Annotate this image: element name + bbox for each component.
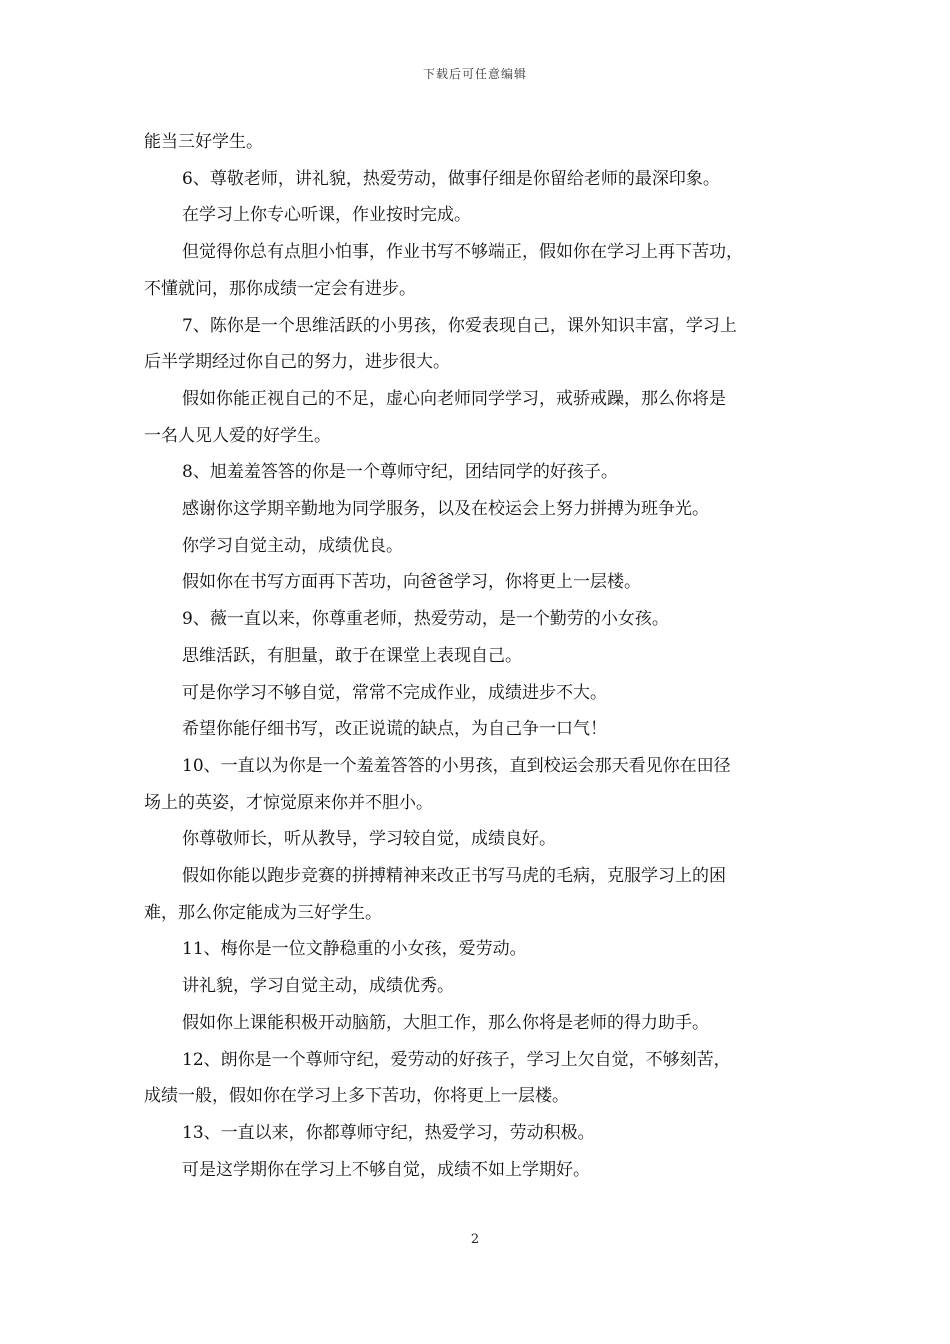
text-line: 但觉得你总有点胆小怕事，作业书写不够端正，假如你在学习上再下苦功， xyxy=(182,242,743,263)
text-line: 可是你学习不够自觉，常常不完成作业，成绩进步不大。 xyxy=(182,682,607,703)
text-line: 6、尊敬老师，讲礼貌，热爱劳动，做事仔细是你留给老师的最深印象。 xyxy=(182,168,720,189)
text-line: 12、朗你是一个尊师守纪，爱劳动的好孩子，学习上欠自觉，不够刻苦， xyxy=(182,1049,731,1070)
text-line: 9、薇一直以来，你尊重老师，热爱劳动，是一个勤劳的小女孩。 xyxy=(182,609,669,630)
text-line: 你尊敬师长，听从教导，学习较自觉，成绩良好。 xyxy=(182,829,556,850)
text-line: 10、一直以为你是一个羞羞答答的小男孩，直到校运会那天看见你在田径 xyxy=(182,755,731,776)
text-line: 难，那么你定能成为三好学生。 xyxy=(144,902,382,923)
text-line: 场上的英姿，才惊觉原来你并不胆小。 xyxy=(144,792,433,813)
text-line: 8、旭羞羞答答的你是一个尊师守纪，团结同学的好孩子。 xyxy=(182,462,618,483)
page-header: 下载后可任意编辑 xyxy=(422,67,527,81)
text-line: 在学习上你专心听课，作业按时完成。 xyxy=(182,205,471,226)
text-line: 假如你能正视自己的不足，虚心向老师同学学习，戒骄戒躁，那么你将是 xyxy=(182,388,726,409)
text-line: 感谢你这学期辛勤地为同学服务，以及在校运会上努力拼搏为班争光。 xyxy=(182,499,709,520)
text-line: 能当三好学生。 xyxy=(144,132,263,152)
text-line: 讲礼貌，学习自觉主动，成绩优秀。 xyxy=(182,976,454,997)
text-line: 不懂就问，那你成绩一定会有进步。 xyxy=(144,278,416,299)
text-line: 思维活跃，有胆量，敢于在课堂上表现自己。 xyxy=(182,645,522,666)
text-line: 假如你上课能积极开动脑筋，大胆工作，那么你将是老师的得力助手。 xyxy=(182,1012,709,1033)
text-line: 成绩一般，假如你在学习上多下苦功，你将更上一层楼。 xyxy=(144,1086,569,1107)
text-line: 假如你能以跑步竞赛的拼搏精神来改正书写马虎的毛病，克服学习上的困 xyxy=(182,866,726,887)
text-line: 后半学期经过你自己的努力，进步很大。 xyxy=(144,352,450,373)
text-line: 希望你能仔细书写，改正说谎的缺点，为自己争一口气！ xyxy=(182,719,607,740)
text-line: 一名人见人爱的好学生。 xyxy=(144,425,331,446)
text-line: 假如你在书写方面再下苦功，向爸爸学习，你将更上一层楼。 xyxy=(182,572,641,593)
page-number: 2 xyxy=(470,1232,480,1247)
text-line: 11、梅你是一位文静稳重的小女孩，爱劳动。 xyxy=(182,939,527,960)
text-line: 7、陈你是一个思维活跃的小男孩，你爱表现自己，课外知识丰富，学习上 xyxy=(182,315,737,336)
text-line: 你学习自觉主动，成绩优良。 xyxy=(182,535,403,556)
document-body xyxy=(144,124,810,1188)
text-line: 13、一直以来，你都尊师守纪，热爱学习，劳动积极。 xyxy=(182,1122,595,1143)
text-line: 可是这学期你在学习上不够自觉，成绩不如上学期好。 xyxy=(182,1159,590,1180)
